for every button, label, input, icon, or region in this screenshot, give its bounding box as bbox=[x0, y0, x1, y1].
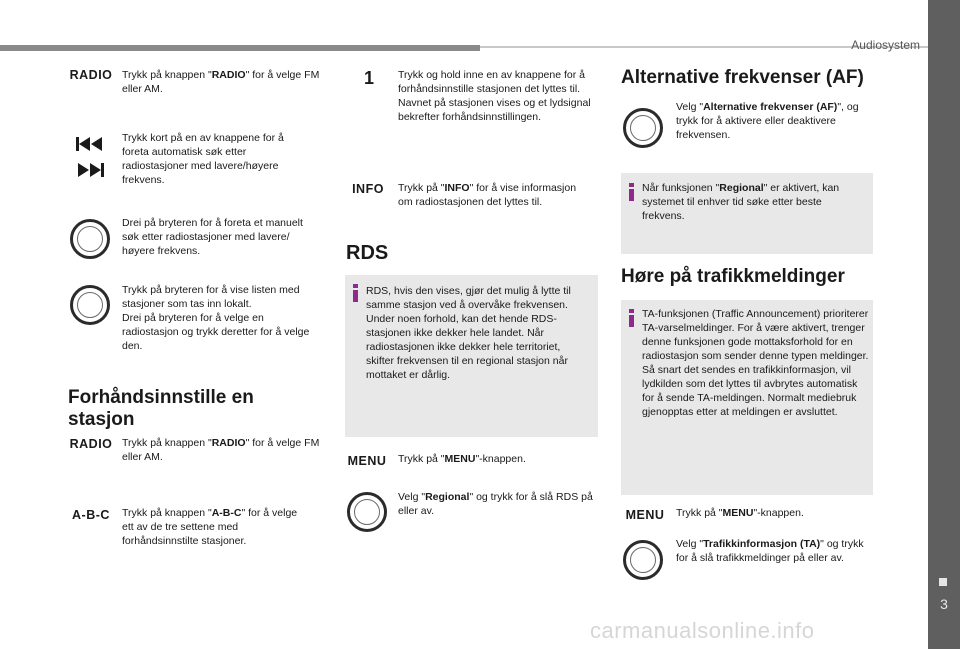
page-marker-icon bbox=[939, 578, 947, 586]
page-number: 3 bbox=[940, 596, 948, 612]
regional-note-text: Når funksjonen "Regional" er aktivert, kan systemet til enhver tid søke etter beste frekvens. bbox=[642, 182, 840, 222]
traffic-heading: Høre på trafikkmeldinger bbox=[621, 266, 845, 287]
rotary-knob-icon bbox=[70, 285, 110, 325]
side-strip bbox=[928, 0, 960, 649]
info-icon bbox=[627, 309, 637, 327]
info-icon bbox=[351, 284, 361, 302]
ta-note-text: TA-funksjonen (Traffic Announcement) prioriterer TA-varselmeldinger. For å være aktivert, trenger denne funksjonen gode mottaksforhold for en radiostasjon som sender denne typen meldinger. Så snart det sendes en trafikkinformasjon, vil lydkilden som det lyttes til avbrytes automatisk for å sende TA-meldingen. Normalt mediebruk gjenopptas etter at meldingen er avsluttet. bbox=[642, 308, 869, 418]
menu-instruction: Trykk på "MENU"-knappen. bbox=[676, 507, 804, 519]
station-list-instruction: Trykk på bryteren for å vise listen med stasjoner som tas inn lokalt. Drei på bryteren for å velge en radiostasjon og trykk deretter for å velge den. bbox=[122, 284, 310, 352]
abc-instruction: Trykk på knappen "A-B-C" for å velge ett av de tre settene med forhåndsinnstilte stasjoner. bbox=[122, 507, 298, 547]
header-rule bbox=[0, 45, 480, 51]
af-heading: Alternative frekvenser (AF) bbox=[621, 67, 864, 88]
radio-instruction-preset: Trykk på knappen "RADIO" for å velge FM eller AM. bbox=[122, 437, 320, 463]
rotary-knob-icon bbox=[70, 219, 110, 259]
menu-button-label: MENU bbox=[347, 454, 387, 468]
menu-button-label: MENU bbox=[625, 508, 665, 522]
traffic-info-instruction: Velg "Trafikkinformasjon (TA)" og trykk for å slå trafikkmeldinger på eller av. bbox=[676, 538, 864, 564]
info-icon bbox=[627, 183, 637, 201]
seek-instruction: Trykk kort på en av knappene for å foreta automatisk søk etter radiostasjoner med lavere/høyere frekvens. bbox=[122, 132, 284, 186]
rds-note-text: RDS, hvis den vises, gjør det mulig å lytte til samme stasjon ved å overvåke frekvensen. Under noen forhold, kan det hende RDS-stasjonen ikke dekker hele landet. Når radiostasjonen ikke dekker hele territoriet, skifter frekvensen til en regional stasjon når mottaket er dårlig. bbox=[366, 285, 571, 381]
preset-heading: Forhåndsinnstille en stasjon bbox=[68, 387, 254, 430]
rotary-knob-icon bbox=[623, 540, 663, 580]
rotary-knob-icon bbox=[347, 492, 387, 532]
info-button-label: INFO bbox=[352, 182, 384, 196]
abc-button-label: A-B-C bbox=[72, 508, 110, 522]
seek-back-icon bbox=[74, 136, 106, 152]
radio-instruction: Trykk på knappen "RADIO" for å velge FM eller AM. bbox=[122, 69, 320, 95]
manual-search-instruction: Drei på bryteren for å foreta et manuelt søk etter radiostasjoner med lavere/ høyere frekvens. bbox=[122, 217, 303, 257]
preset-one-label: 1 bbox=[363, 68, 374, 88]
regional-instruction: Velg "Regional" og trykk for å slå RDS på eller av. bbox=[398, 491, 593, 517]
watermark: carmanualsonline.info bbox=[590, 618, 815, 643]
radio-button-label: RADIO bbox=[69, 437, 113, 451]
radio-button-label: RADIO bbox=[69, 68, 113, 82]
af-instruction: Velg "Alternative frekvenser (AF)", og trykk for å aktivere eller deaktivere frekvensen. bbox=[676, 101, 859, 141]
rotary-knob-icon bbox=[623, 108, 663, 148]
section-title: Audiosystem bbox=[851, 38, 920, 52]
preset-hold-instruction: Trykk og hold inne en av knappene for å forhåndsinnstille stasjonen det lyttes til. Navnet på stasjonen vises og et lydsignal bekrefter forhåndsinnstillingen. bbox=[398, 69, 591, 123]
seek-forward-icon bbox=[74, 162, 106, 178]
menu-instruction: Trykk på "MENU"-knappen. bbox=[398, 453, 526, 465]
rds-heading: RDS bbox=[346, 242, 389, 264]
info-instruction: Trykk på "INFO" for å vise informasjon om radiostasjonen det lyttes til. bbox=[398, 182, 577, 208]
